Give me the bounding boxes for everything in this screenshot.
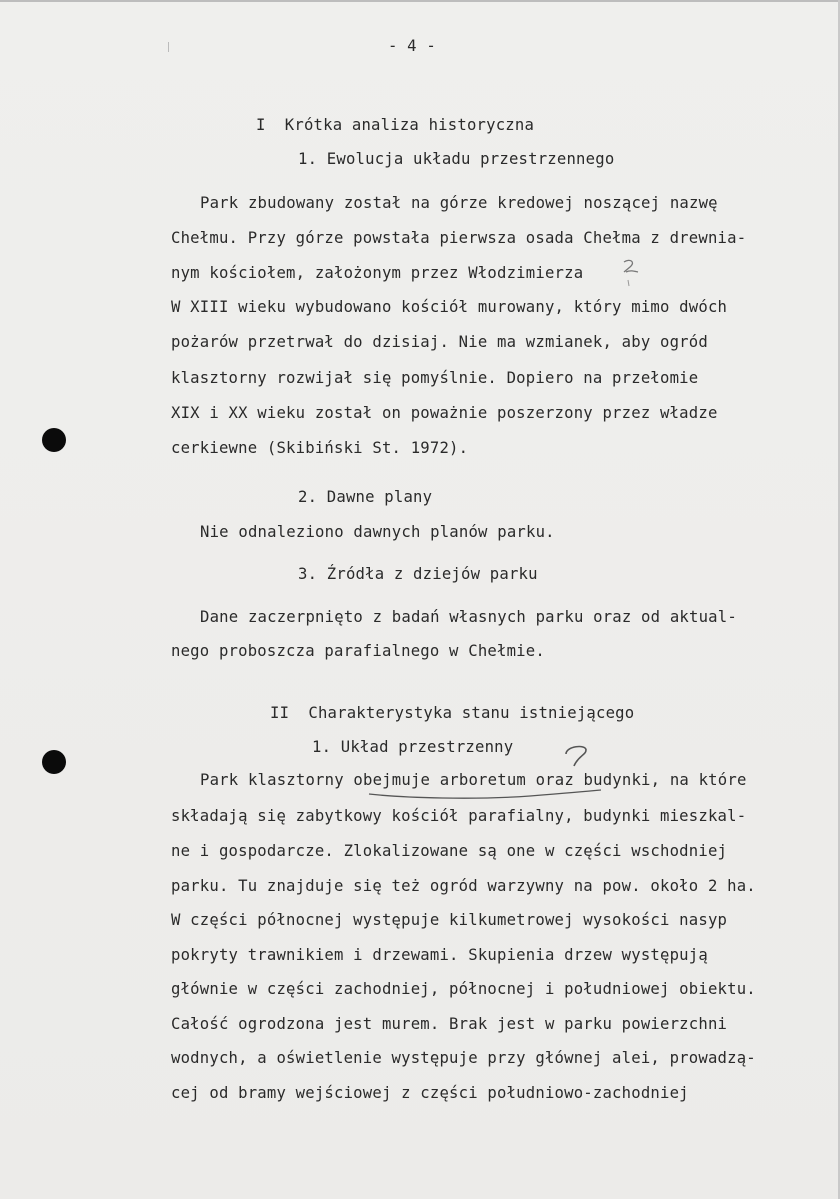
handwritten-mark bbox=[616, 256, 646, 290]
paragraph-line: Całość ogrodzona jest murem. Brak jest w parku powierzchni bbox=[171, 1015, 728, 1033]
paragraph-line: Park zbudowany został na górze kredowej noszącej nazwę bbox=[200, 194, 718, 212]
handwritten-underline bbox=[365, 780, 605, 802]
paragraph-line: nego proboszcza parafialnego w Chełmie. bbox=[171, 642, 545, 660]
paragraph-line: nym kościołem, założonym przez Włodzimierza bbox=[171, 264, 584, 282]
handwritten-question-mark bbox=[560, 740, 594, 770]
punch-hole-upper bbox=[42, 428, 66, 452]
paragraph-line: Dane zaczerpnięto z badań własnych parku oraz od aktual- bbox=[200, 608, 737, 626]
paragraph-line: pożarów przetrwał do dzisiaj. Nie ma wzmianek, aby ogród bbox=[171, 333, 708, 351]
paragraph-line: W XIII wieku wybudowano kościół murowany, który mimo dwóch bbox=[171, 298, 728, 316]
paragraph-line: głównie w części zachodniej, północnej i południowej obiektu. bbox=[171, 980, 756, 998]
paragraph-line: Chełmu. Przy górze powstała pierwsza osada Chełma z drewnia- bbox=[171, 229, 747, 247]
section-heading-1: I Krótka analiza historyczna bbox=[256, 116, 535, 134]
subsection-heading-1-1: 1. Ewolucja układu przestrzennego bbox=[298, 150, 615, 168]
paragraph-line: ne i gospodarcze. Zlokalizowane są one w części wschodniej bbox=[171, 842, 728, 860]
scan-mark bbox=[168, 42, 169, 52]
paragraph-line: W części północnej występuje kilkumetrowej wysokości nasyp bbox=[171, 911, 728, 929]
paragraph-line: wodnych, a oświetlenie występuje przy głównej alei, prowadzą- bbox=[171, 1049, 756, 1067]
section-heading-2: II Charakterystyka stanu istniejącego bbox=[270, 704, 635, 722]
subsection-heading-1-2: 2. Dawne plany bbox=[298, 488, 433, 506]
subsection-heading-1-3: 3. Źródła z dziejów parku bbox=[298, 565, 538, 583]
paragraph-line: Park klasztorny obejmuje arboretum oraz budynki, na które bbox=[200, 771, 747, 789]
page-number: - 4 - bbox=[388, 37, 436, 55]
paragraph-line: cerkiewne (Skibiński St. 1972). bbox=[171, 439, 469, 457]
paragraph-line: XIX i XX wieku został on poważnie poszerzony przez władze bbox=[171, 404, 718, 422]
paragraph-line: klasztorny rozwijał się pomyślnie. Dopiero na przełomie bbox=[171, 369, 699, 387]
punch-hole-lower bbox=[42, 750, 66, 774]
paragraph-line: Nie odnaleziono dawnych planów parku. bbox=[200, 523, 555, 541]
scan-edge-top bbox=[0, 0, 840, 2]
paragraph-line: cej od bramy wejściowej z części południowo-zachodniej bbox=[171, 1084, 689, 1102]
paragraph-line: parku. Tu znajduje się też ogród warzywny na pow. około 2 ha. bbox=[171, 877, 756, 895]
paragraph-line: pokryty trawnikiem i drzewami. Skupienia drzew występują bbox=[171, 946, 708, 964]
subsection-heading-2-1: 1. Układ przestrzenny bbox=[312, 738, 514, 756]
paragraph-line: składają się zabytkowy kościół parafialny, budynki mieszkal- bbox=[171, 807, 747, 825]
